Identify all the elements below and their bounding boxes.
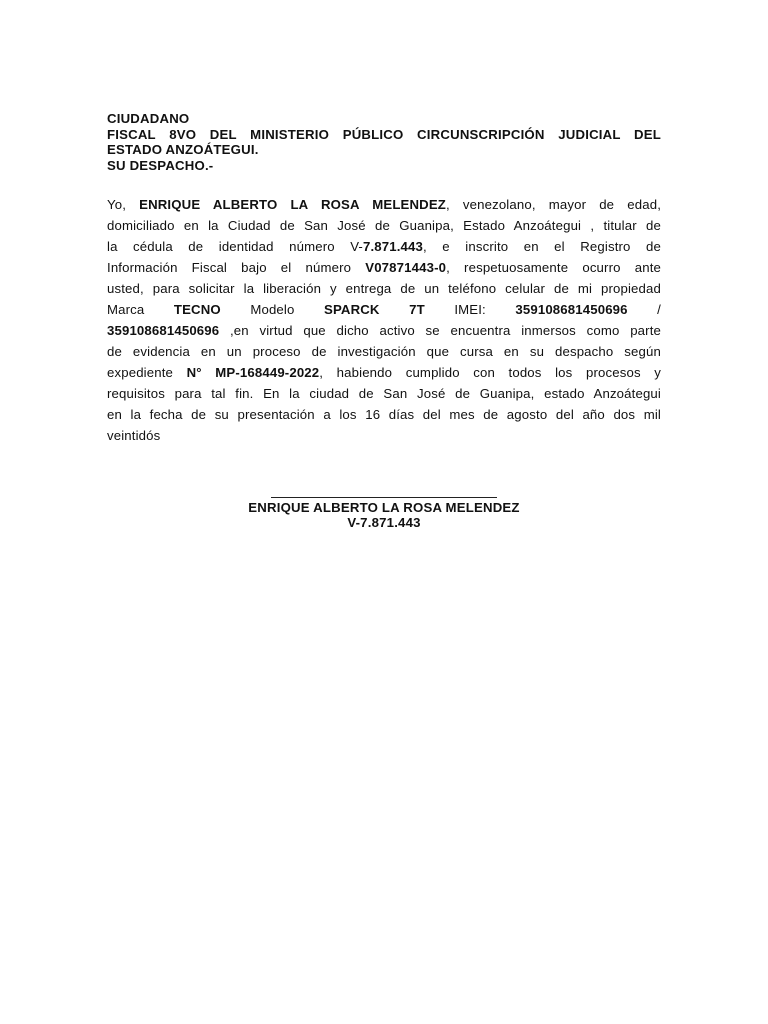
signature-line xyxy=(271,485,497,498)
paragraph-line: usted, para solicitar la liberación y entrega de un teléfono celular de mi propiedad xyxy=(107,281,661,296)
addressee-title: CIUDADANO xyxy=(107,111,190,126)
addressee-closing: SU DESPACHO.- xyxy=(107,157,214,173)
case-number: N° MP-168449-2022 xyxy=(186,365,320,380)
paragraph-line: en la fecha de su presentación a los 16 días del mes de agosto del año dos mil xyxy=(107,407,661,422)
paragraph-line: veintidós xyxy=(107,428,161,443)
paragraph-line: Marca TECNO Modelo SPARCK 7T IMEI: 359108681450696 / xyxy=(107,302,661,317)
signature-block xyxy=(107,485,661,530)
imei-2: 359108681450696 xyxy=(107,323,220,338)
applicant-name: ENRIQUE ALBERTO LA ROSA MELENDEZ xyxy=(139,197,446,212)
phone-brand: TECNO xyxy=(173,302,221,317)
request-paragraph xyxy=(107,194,661,446)
paragraph-line: domiciliado en la Ciudad de San José de Guanipa, Estado Anzoátegui , titular de xyxy=(107,218,661,233)
addressee-block xyxy=(107,111,661,173)
addressee-state: ESTADO ANZOÁTEGUI. xyxy=(107,142,259,157)
phone-model: SPARCK 7T xyxy=(324,302,425,317)
signer-name: ENRIQUE ALBERTO LA ROSA MELENDEZ xyxy=(248,500,520,515)
paragraph-line: expediente N° MP-168449-2022, habiendo cumplido con todos los procesos y xyxy=(107,365,661,380)
addressee-office: FISCAL 8VO DEL MINISTERIO PÚBLICO CIRCUNSCRIPCIÓN JUDICIAL DEL xyxy=(107,126,661,142)
imei-1: 359108681450696 xyxy=(515,302,628,317)
paragraph-line: 359108681450696 ,en virtud que dicho activo se encuentra inmersos como parte xyxy=(107,323,661,338)
paragraph-line: requisitos para tal fin. En la ciudad de San José de Guanipa, estado Anzoátegui xyxy=(107,386,661,401)
paragraph-line: de evidencia en un proceso de investigación que cursa en su despacho según xyxy=(107,344,661,359)
paragraph-line: Información Fiscal bajo el número V07871443-0, respetuosamente ocurro ante xyxy=(107,260,662,275)
id-number: 7.871.443 xyxy=(362,239,423,254)
paragraph-line: Yo, ENRIQUE ALBERTO LA ROSA MELENDEZ, venezolano, mayor de edad, xyxy=(107,197,662,212)
signer-id: V-7.871.443 xyxy=(347,515,421,530)
rif-number: V07871443-0 xyxy=(365,260,447,275)
paragraph-line: la cédula de identidad número V-7.871.443, e inscrito en el Registro de xyxy=(107,239,661,254)
